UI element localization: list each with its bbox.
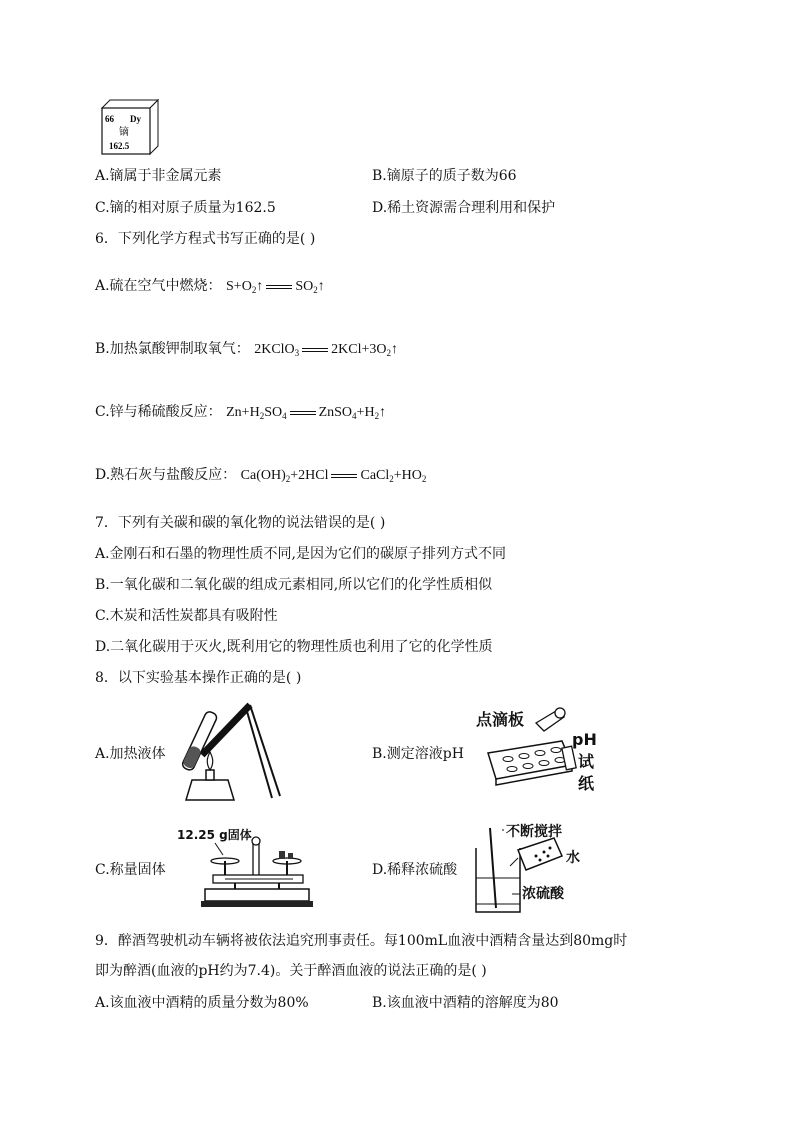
q6-option-c-equation: $Zn+H_2SO_4$ $ZnSO_4+H_2↑$: [226, 405, 387, 421]
q6-option-a-label: A.硫在空气中燃烧：: [95, 278, 222, 294]
fig-c-label: 12.25 g固体: [177, 828, 252, 842]
q6-option-c: [95, 402, 386, 426]
q6-option-d-label: D.熟石灰与盐酸反应：: [95, 467, 237, 483]
fig-b-label-plate: 点滴板: [476, 710, 525, 729]
q7-option-b: B.一氧化碳和二氧化碳的组成元素相同,所以它们的化学性质相似: [95, 577, 493, 593]
q6-option-d: [95, 465, 426, 489]
q6-stem: 6．下列化学方程式书写正确的是( ): [95, 231, 316, 247]
element-number: 66: [105, 114, 114, 124]
q5-option-c: C.镝的相对原子质量为162.5: [95, 200, 276, 216]
element-symbol: Dy: [130, 114, 141, 124]
element-tile-figure: [100, 98, 160, 156]
q8-option-a: A.加热液体: [95, 746, 166, 762]
q5-option-d: D.稀土资源需合理利用和保护: [372, 200, 556, 216]
q6-option-b-label: B.加热氯酸钾制取氧气：: [95, 341, 250, 357]
q9-option-b: B.该血液中酒精的溶解度为80: [372, 995, 559, 1011]
q7-option-d: D.二氧化碳用于灭火,既利用它的物理性质也利用了它的化学性质: [95, 639, 493, 655]
heating-liquid-figure: [172, 700, 292, 805]
fig-b-label-paper2: 纸: [578, 774, 595, 793]
q6-option-a-equation: $S+O_2↑$ $SO_2↑$: [226, 279, 325, 295]
q8-option-b: B.测定溶液pH: [372, 746, 464, 762]
fig-d-label-acid: 浓硫酸: [522, 886, 564, 902]
fig-b-label-ph: pH: [572, 730, 597, 749]
dilution-figure: [470, 820, 610, 918]
q8-option-d: D.稀释浓硫酸: [372, 862, 458, 878]
q6-option-d-equation: $Ca(OH)_2+2HCl$ $CaCl_2+HO_2$: [240, 468, 427, 484]
element-name: 镝: [119, 127, 129, 138]
fig-b-label-paper1: 试: [578, 752, 595, 771]
q5-option-b: B.镝原子的质子数为66: [372, 168, 517, 184]
q5-option-a: A.镝属于非金属元素: [95, 168, 222, 184]
balance-figure: [175, 823, 315, 913]
q7-option-c: C.木炭和活性炭都具有吸附性: [95, 608, 278, 624]
q7-stem: 7．下列有关碳和碳的氧化物的说法错误的是( ): [95, 515, 386, 531]
q8-stem: 8．以下实验基本操作正确的是( ): [95, 670, 302, 686]
fig-d-label-stir: 不断搅拌: [506, 824, 562, 840]
fig-d-label-water: 水: [566, 850, 580, 866]
q6-option-b: [95, 339, 398, 363]
q9-stem-line2: 即为醉酒(血液的pH约为7.4)。关于醉酒血液的说法正确的是( ): [95, 963, 487, 979]
q7-option-a: A.金刚石和石墨的物理性质不同,是因为它们的碳原子排列方式不同: [95, 546, 507, 562]
element-mass: 162.5: [109, 141, 130, 151]
q6-option-c-label: C.锌与稀硫酸反应：: [95, 404, 222, 420]
q9-option-a: A.该血液中酒精的质量分数为80%: [95, 995, 309, 1011]
q9-stem-line1: 9．醉酒驾驶机动车辆将被依法追究刑事责任。每100mL血液中酒精含量达到80mg时: [95, 933, 628, 949]
q6-option-a: [95, 276, 325, 300]
q8-option-c: C.称量固体: [95, 862, 166, 878]
ph-test-figure: [474, 703, 604, 799]
q6-option-b-equation: 2KClO$_3$ $2KCl+3O_2↑$: [254, 342, 398, 358]
